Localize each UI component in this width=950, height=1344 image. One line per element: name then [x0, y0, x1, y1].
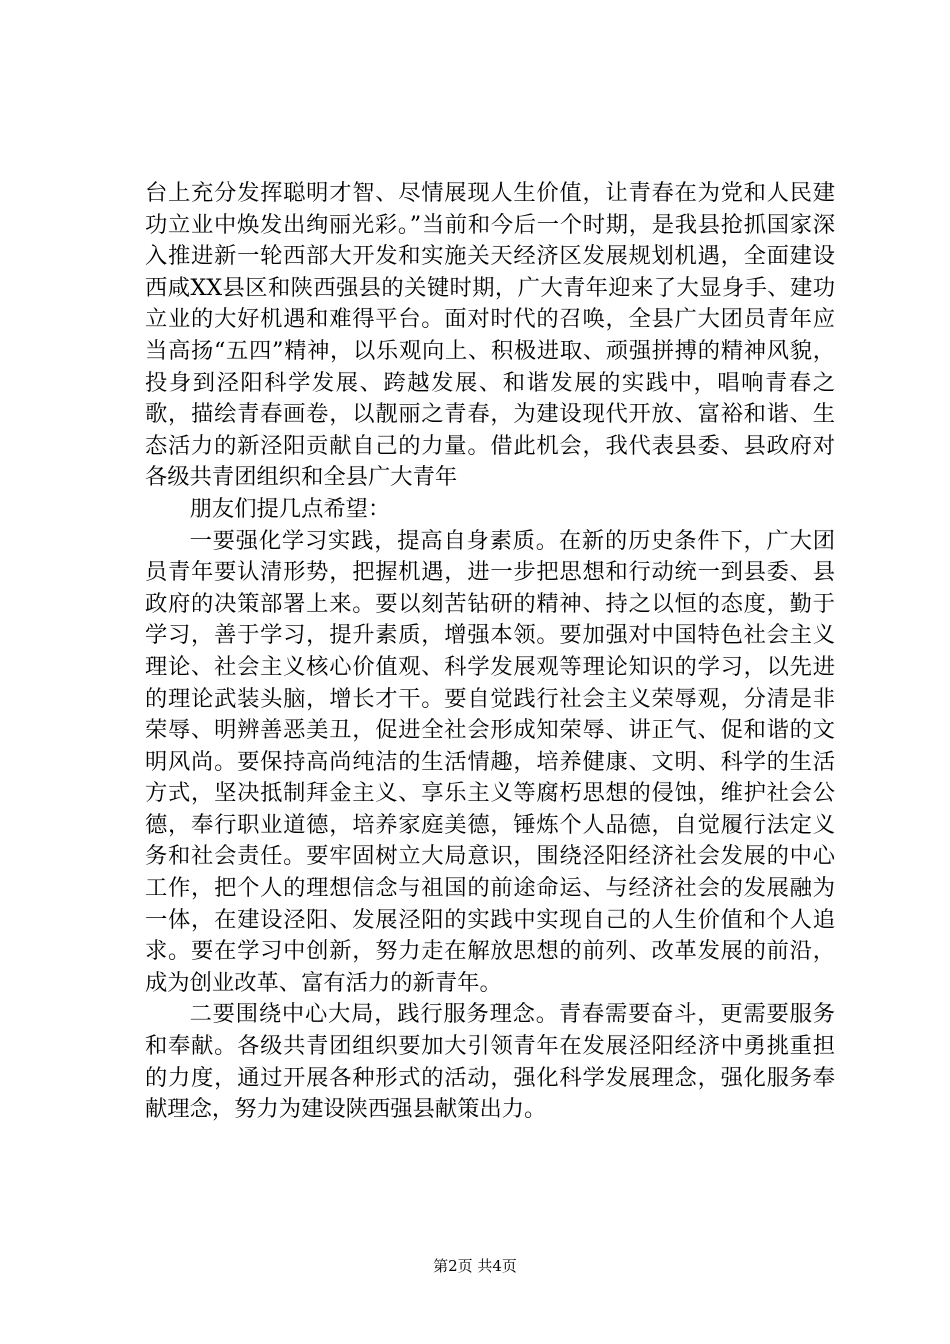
- page-number-footer: 第2页 共4页: [433, 1257, 517, 1275]
- paragraph-point-one: 一要强化学习实践，提高自身素质。在新的历史条件下，广大团员青年要认清形势，把握机遇，进一步把思想和行动统一到县委、县政府的决策部署上来。要以刻苦钻研的精神、持之以恒的态度，勤于学习，善于学习，提升素质，增强本领。要加强对中国特色社会主义理论、社会主义核心价值观、科学发展观等理论知识的学习，以先进的理论武装头脑，增长才干。要自觉践行社会主义荣辱观，分清是非荣辱、明辨善恶美丑，促进全社会形成知荣辱、讲正气、促和谐的文明风尚。要保持高尚纯洁的生活情趣，培养健康、文明、科学的生活方式，坚决抵制拜金主义、享乐主义等腐朽思想的侵蚀，维护社会公德，奉行职业道德，培养家庭美德，锤炼个人品德，自觉履行法定义务和社会责任。要牢固树立大局意识，围绕泾阳经济社会发展的中心工作，把个人的理想信念与祖国的前途命运、与经济社会的发展融为一体，在建设泾阳、发展泾阳的实践中实现自己的人生价值和个人追求。要在学习中创新，努力走在解放思想的前列、改革发展的前沿，成为创业改革、富有活力的新青年。: [145, 527, 835, 996]
- paragraph-continuation: 台上充分发挥聪明才智、尽情展现人生价值，让青春在为党和人民建功立业中焕发出绚丽光彩。”当前和今后一个时期，是我县抢抓国家深入推进新一轮西部大开发和实施关天经济区发展规划机遇，全面建设西咸XX县区和陕西强县的关键时期，广大青年迎来了大显身手、建功立业的大好机遇和难得平台。面对时代的召唤，全县广大团员青年应当高扬“五四”精神，以乐观向上、积极进取、顽强拼搏的精神风貌，投身到泾阳科学发展、跨越发展、和谐发展的实践中，唱响青春之歌，描绘青春画卷，以靓丽之青春，为建设现代开放、富裕和谐、生态活力的新泾阳贡献自己的力量。借此机会，我代表县委、县政府对各级共青团组织和全县广大青年: [145, 180, 835, 491]
- paragraph-point-two: 二要围绕中心大局，践行服务理念。青春需要奋斗，更需要服务和奉献。各级共青团组织要加大引领青年在发展泾阳经济中勇挑重担的力度，通过开展各种形式的活动，强化科学发展理念，强化服务奉献理念，努力为建设陕西强县献策出力。: [145, 1001, 835, 1123]
- paragraph-wishes-intro: 朋友们提几点希望：: [189, 495, 391, 522]
- body-text: [145, 178, 835, 1126]
